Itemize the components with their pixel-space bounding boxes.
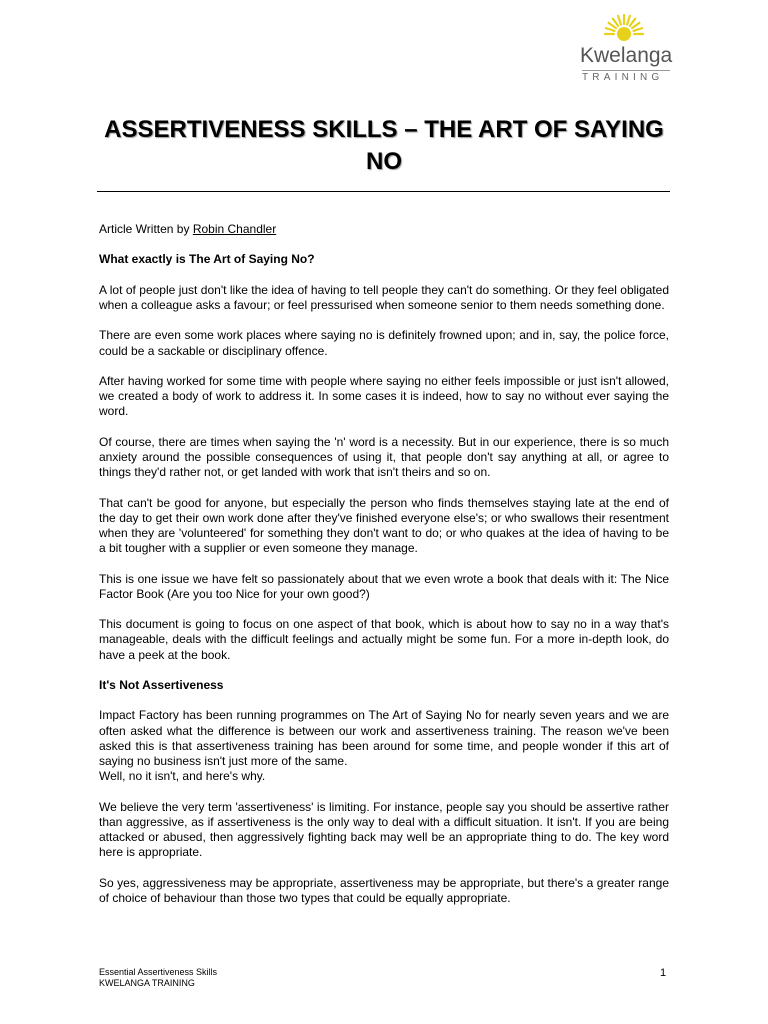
sun-ray xyxy=(618,16,621,25)
footer-line-2: KWELANGA TRAINING xyxy=(99,977,195,988)
footer xyxy=(99,967,217,988)
byline xyxy=(99,222,669,237)
paragraph-list xyxy=(99,252,669,906)
sun-ray xyxy=(632,23,639,28)
kwelanga-logo xyxy=(578,12,678,82)
section-heading: It's Not Assertiveness xyxy=(99,677,224,692)
paragraph: Impact Factory has been running programmes on The Art of Saying No for nearly seven years and we are often asked what the difference is between our work and assertiveness training. The reason we've been asked this is that assertiveness training has been around for some time, and people wonder if this art of saying no business isn't just more of the same. Well, no it isn't, and here's why. xyxy=(99,708,669,784)
paragraph: So yes, aggressiveness may be appropriate, assertiveness may be appropriate, but there's a greater range of choice of behaviour than those two types that could be equally appropriate. xyxy=(99,875,669,905)
paragraph: This document is going to focus on one aspect of that book, which is about how to say no in a way that's manageable, deals with the difficult feelings and actually might be some fun. For a more in-depth look, do have a peek at the book. xyxy=(99,617,669,662)
logo-divider xyxy=(582,70,670,71)
sun-ray xyxy=(606,28,615,31)
article-body xyxy=(99,222,669,921)
paragraph: That can't be good for anyone, but especially the person who finds themselves staying late at the end of the day to get their own work done after they've finished everyone else's; or who swallows their resentment when they are 'volunteered' for something they don't want to do; or who quakes at the idea of having to be a bit tougher with a supplier or even someone they manage. xyxy=(99,495,669,556)
paragraph: There are even some work places where saying no is definitely frowned upon; and in, say, the police force, could be a sackable or disciplinary offence. xyxy=(99,328,669,358)
logo-name: Kwelanga xyxy=(580,44,673,67)
author-link[interactable]: Robin Chandler xyxy=(192,222,277,236)
section-heading: What exactly is The Art of Saying No? xyxy=(99,252,315,267)
sun-ray xyxy=(627,16,630,25)
sun-ray xyxy=(634,28,643,31)
sun-ray xyxy=(613,19,618,26)
logo-subtitle: TRAINING xyxy=(582,72,664,83)
title-divider xyxy=(97,191,670,192)
paragraph: This is one issue we have felt so passionately about that we even wrote a book that deals with it: The Nice Factor Book (Are you too Nice for your own good?) xyxy=(99,571,669,601)
sun-ray xyxy=(630,19,635,26)
paragraph: After having worked for some time with people where saying no either feels impossible or just isn't allowed, we created a body of work to address it. In some cases it is indeed, how to say no without ever saying the word. xyxy=(99,373,669,419)
byline-prefix: Article Written by xyxy=(99,222,193,236)
document-title: ASSERTIVENESS SKILLS – THE ART OF SAYING NO xyxy=(104,116,664,175)
sun-ray xyxy=(609,23,616,28)
paragraph: We believe the very term 'assertiveness' is limiting. For instance, people say you should be assertive rather than aggressive, as if assertiveness is the only way to deal with a difficult situation. It isn't. If you are being attacked or abused, then aggressively fighting back may well be an appropriate thing to do. The key word here is appropriate. xyxy=(99,799,669,860)
footer-line-1: Essential Assertiveness Skills xyxy=(99,967,218,977)
paragraph: Of course, there are times when saying the 'n' word is a necessity. But in our experience, there is so much anxiety around the possible consequences of using it, that people don't say anything at all, or agree to things they'd rather not, or get landed with work that isn't theirs and so on. xyxy=(99,434,669,480)
paragraph: A lot of people just don't like the idea of having to tell people they can't do something. Or they feel obligated when a colleague asks a favour; or feel pressurised when someone senior to them needs something done. xyxy=(99,282,669,312)
page-number: 1 xyxy=(660,967,667,979)
sun-icon xyxy=(602,12,646,48)
